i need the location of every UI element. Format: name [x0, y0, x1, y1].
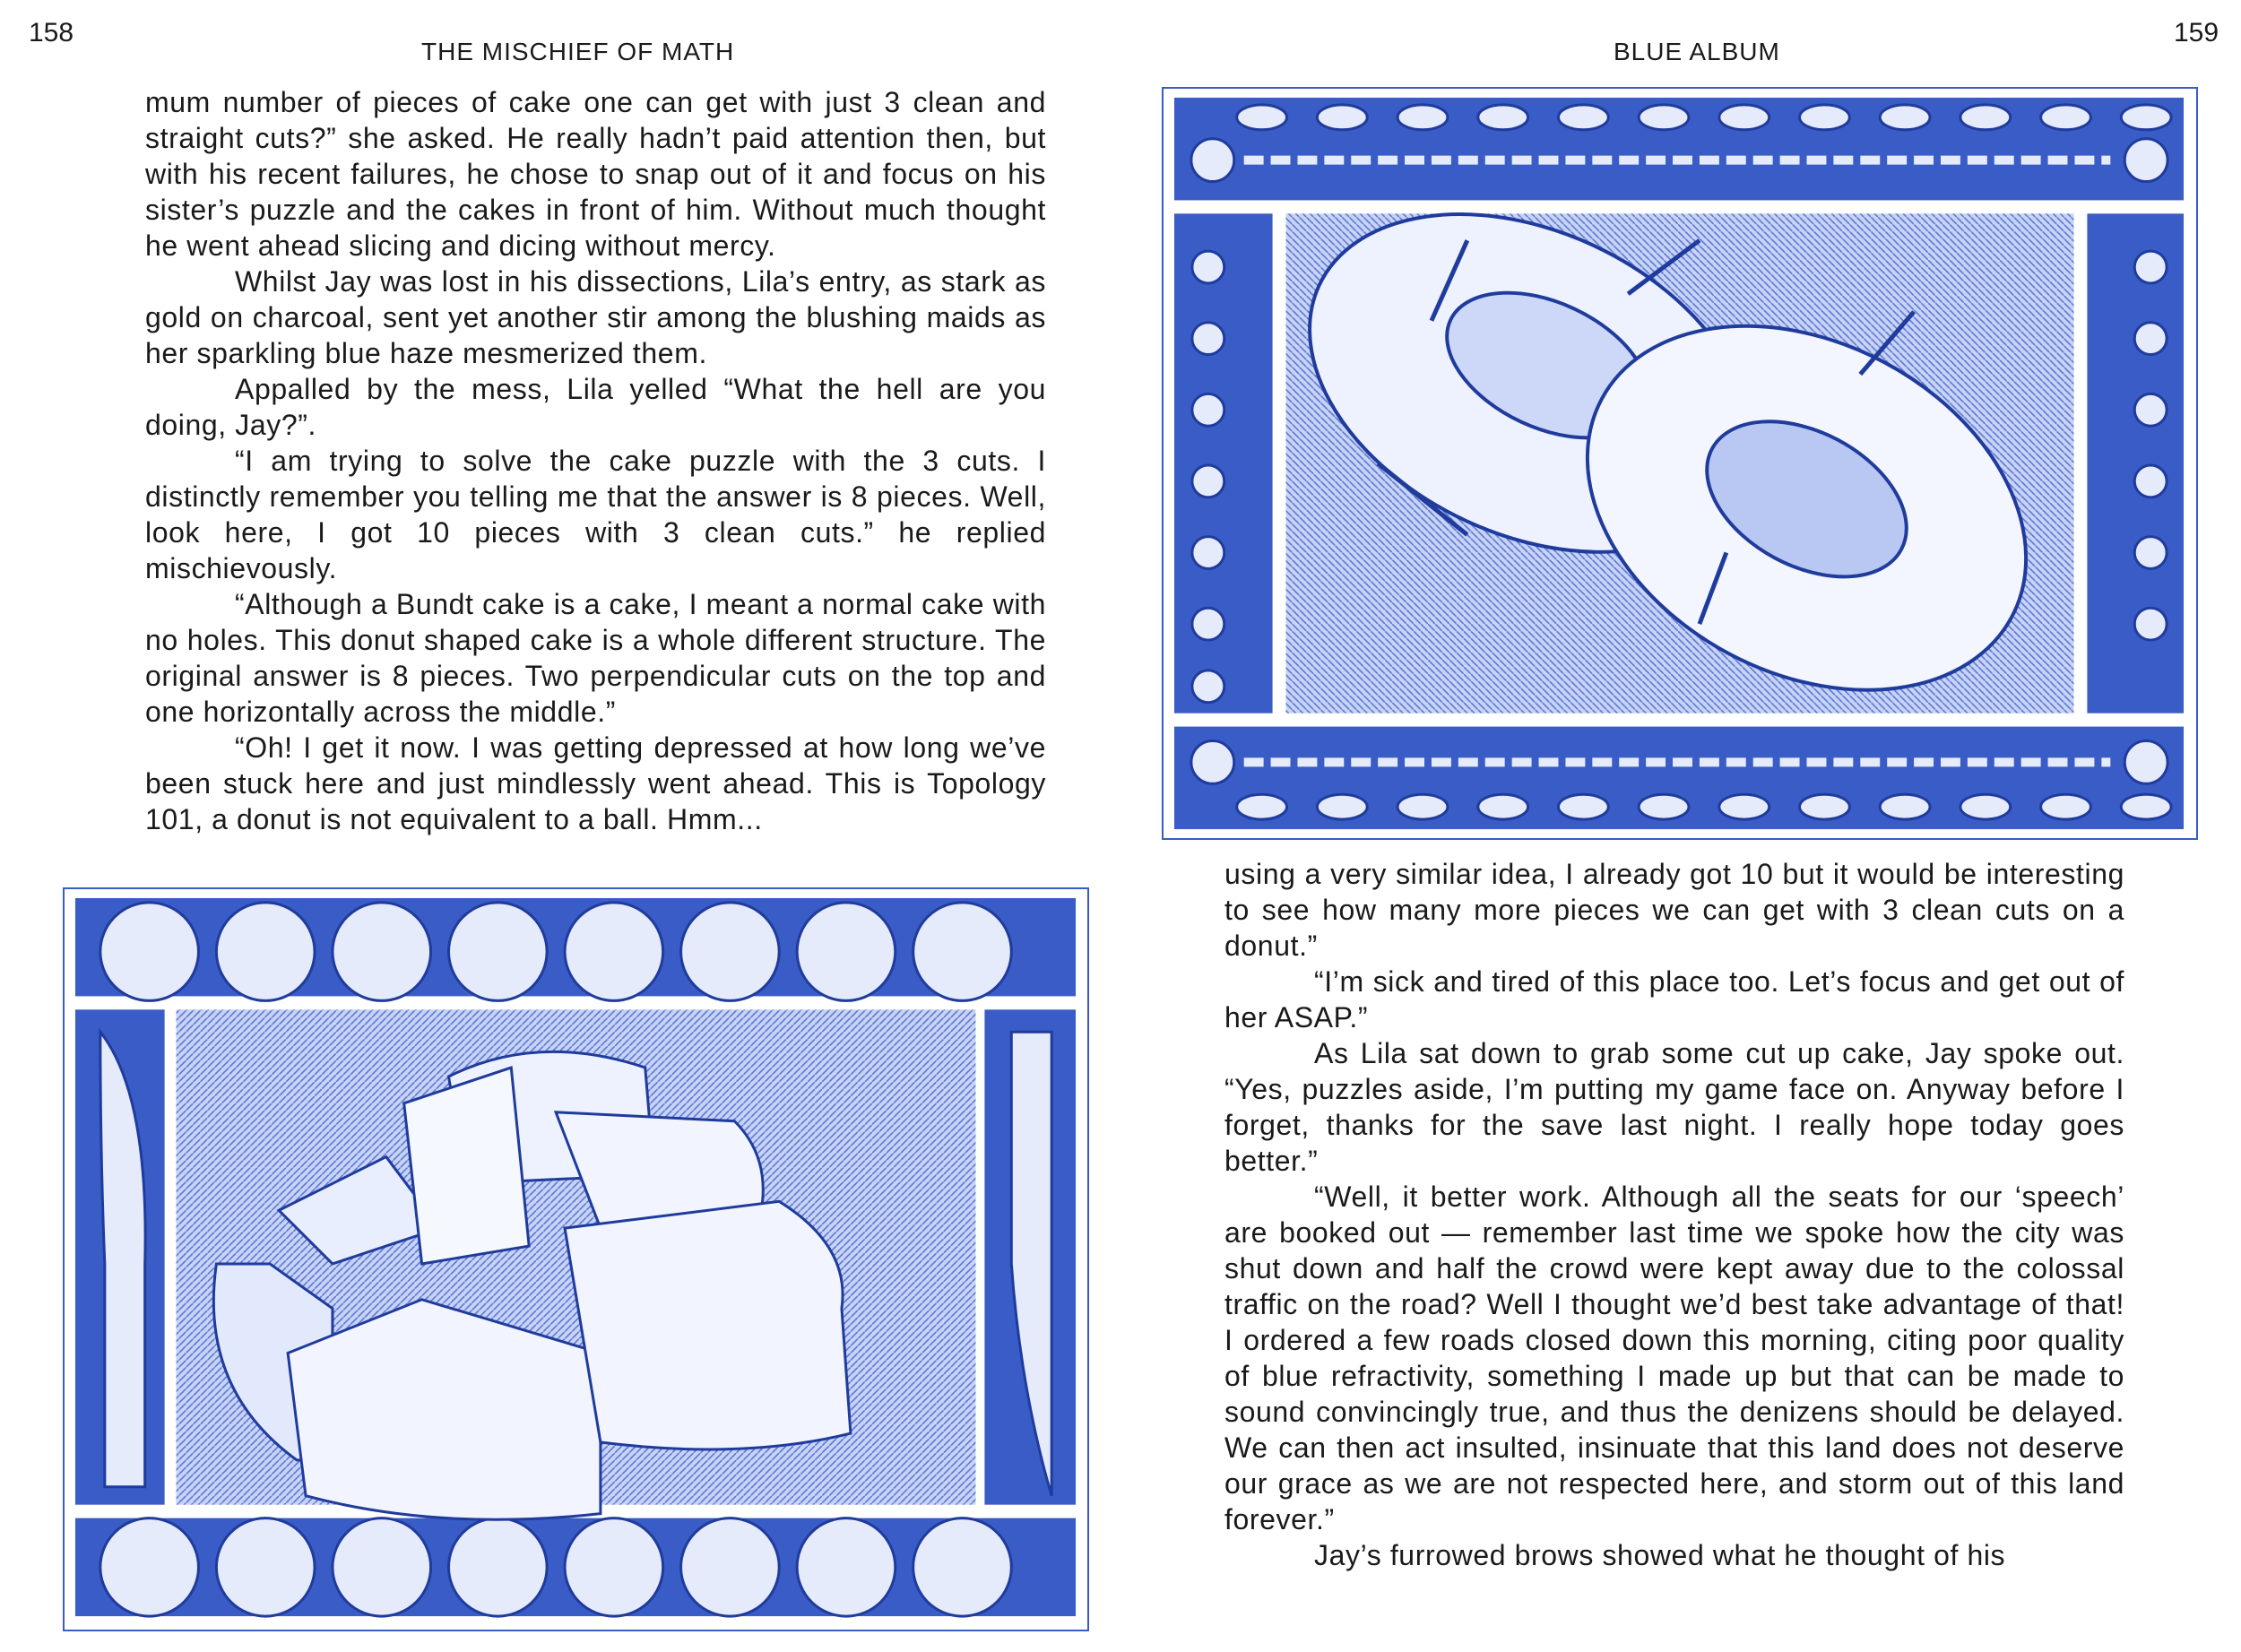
body-paragraph: using a very similar idea, I already got 10 but it would be interesting to see how many more pieces we can get with 3 clean cuts on a donut.”	[1224, 858, 2124, 962]
donut-cake-illustration	[1162, 87, 2198, 840]
body-paragraph: Jay’s furrowed brows showed what he thought of his	[1314, 1539, 2006, 1571]
body-paragraph: “I’m sick and tired of this place too. Let’s focus and get out of her ASAP.”	[1224, 965, 2124, 1034]
body-paragraph: As Lila sat down to grab some cut up cake, Jay spoke out. “Yes, puzzles aside, I’m putting my game face on. Anyway before I forget, thanks for the save last night. I really hope today goes better.”	[1224, 1037, 2124, 1177]
body-paragraph: “Well, it better work. Although all the seats for our ‘speech’ are booked out — remember last time we spoke how the city was shut down and half the crowd were kept away due to the colossal traffic on the road? Well I thought we’d best take advantage of that! I ordered a few roads closed down this morning, citing poor quality of blue refractivity, something I made up but that can be made to sound convincingly true, and thus the denizens should be delayed. We can then act insulted, insinuate that this land does not deserve our grace as we are not respected here, and storm out of this land forever.”	[1224, 1181, 2124, 1535]
body-paragraph: Whilst Jay was lost in his dissections, Lila’s entry, as stark as gold on charcoal, sent yet another stir among the blushing maids as her sparkling blue haze mesmerized them.	[145, 265, 1046, 369]
left-text-column	[145, 84, 1046, 837]
body-paragraph: “I am trying to solve the cake puzzle with the 3 cuts. I distinctly remember you telling me that the answer is 8 pieces. Well, look here, I got 10 pieces with 3 clean cuts.” he replied mischievously.	[145, 445, 1046, 584]
running-header-right: BLUE ALBUM	[1614, 38, 1780, 65]
body-paragraph: mum number of pieces of cake one can get with just 3 clean and straight cuts?” she asked. He really hadn’t paid attention then, but with his recent failures, he chose to snap out of it and focus on his sister’s puzzle and the cakes in front of him. Without much thought he went ahead slicing and dicing without mercy.	[145, 86, 1046, 262]
body-paragraph: “Although a Bundt cake is a cake, I meant a normal cake with no holes. This donut shaped cake is a whole different structure. The original answer is 8 pieces. Two perpendicular cuts on the top and one horizontally across the middle.”	[145, 588, 1046, 728]
page-number-left: 158	[29, 18, 74, 48]
running-header-left: THE MISCHIEF OF MATH	[421, 38, 735, 65]
cake-slices-illustration	[63, 887, 1089, 1631]
page-number-right: 159	[2174, 18, 2219, 48]
body-paragraph: Appalled by the mess, Lila yelled “What the hell are you doing, Jay?”.	[145, 373, 1046, 441]
body-paragraph: “Oh! I get it now. I was getting depressed at how long we’ve been stuck here and just mindlessly went ahead. This is Topology 101, a donut is not equivalent to a ball. Hmm...	[145, 731, 1046, 835]
right-text-column	[1224, 856, 2124, 1573]
